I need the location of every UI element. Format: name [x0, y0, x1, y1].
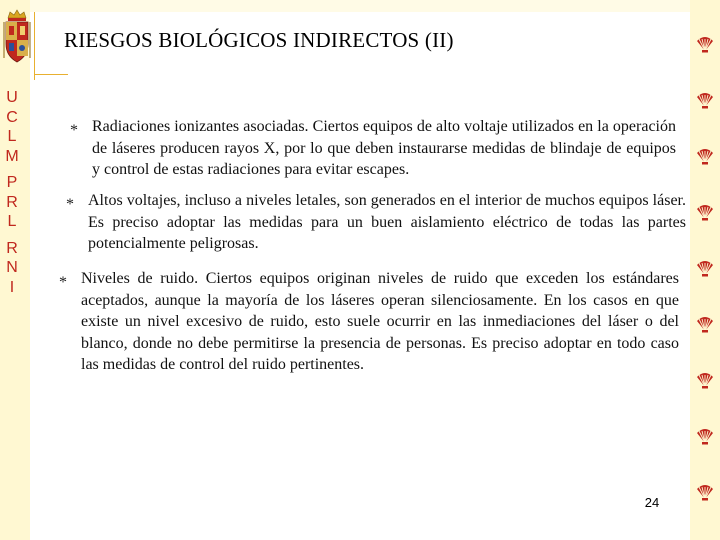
- scallop-shell-icon: [694, 256, 716, 278]
- header-rule-vertical: [34, 12, 35, 80]
- slide-title: RIESGOS BIOLÓGICOS INDIRECTOS (II): [64, 28, 454, 52]
- bullet-text: Radiaciones ionizantes asociadas. Ciertos equipos de alto voltaje utilizados en la operación de láseres producen rayos X, por lo que deben instaurarse medidas de blindaje de equipos y control de estas radiaciones para evitar escapes.: [92, 118, 676, 178]
- acronym-uclm: [0, 88, 24, 166]
- scallop-shell-icon: [694, 424, 716, 446]
- acronym-letter: N: [6, 259, 18, 276]
- acronym-letter: U: [6, 89, 18, 106]
- acronym-rni: [0, 239, 24, 298]
- acronym-letter: R: [6, 239, 18, 257]
- bullet-marker: *: [70, 122, 78, 139]
- coat-of-arms-icon: [0, 8, 34, 72]
- bullet-marker: *: [59, 274, 67, 291]
- scallop-shell-icon: [694, 144, 716, 166]
- acronym-letter: L: [7, 213, 17, 230]
- page-number: 24: [644, 495, 660, 510]
- header-rule-horizontal: [34, 74, 68, 75]
- scallop-shell-icon: [694, 200, 716, 222]
- acronym-letter: I: [9, 278, 15, 296]
- bullet-item: [70, 116, 676, 181]
- bullet-text: Niveles de ruido. Ciertos equipos originan niveles de ruido que exceden los estándares aceptados, aunque la mayoría de los láseres operan silenciosamente. En los casos en que existe un nivel excesivo de ruido, esto suele ocurrir en las inmediaciones del láser o del blanco, donde no debe permitirse la presencia de personas. Es preciso adoptar en todo caso las medidas de control del ruido pertinentes.: [81, 270, 679, 373]
- bullet-text: Altos voltajes, incluso a niveles letales, son generados en el interior de muchos equipos láser. Es preciso adoptar las medidas para un buen aislamiento eléctrico de todas las partes potencialmente peligrosas.: [88, 192, 686, 252]
- scallop-shell-icon: [694, 312, 716, 334]
- sidebar-acronyms: [0, 88, 24, 304]
- scallop-shell-icon: [694, 88, 716, 110]
- acronym-letter: C: [6, 108, 18, 126]
- top-band: [30, 0, 690, 12]
- scallop-shell-icon: [694, 32, 716, 54]
- scallop-shell-icon: [694, 480, 716, 502]
- bullet-marker: *: [66, 196, 74, 213]
- bullet-item: [66, 190, 686, 255]
- acronym-letter: P: [6, 174, 18, 191]
- acronym-prl: [0, 173, 24, 232]
- bullet-item: [59, 268, 679, 376]
- acronym-letter: R: [6, 193, 18, 211]
- scallop-shell-icon: [694, 368, 716, 390]
- acronym-letter: M: [5, 147, 19, 165]
- acronym-letter: L: [7, 128, 17, 145]
